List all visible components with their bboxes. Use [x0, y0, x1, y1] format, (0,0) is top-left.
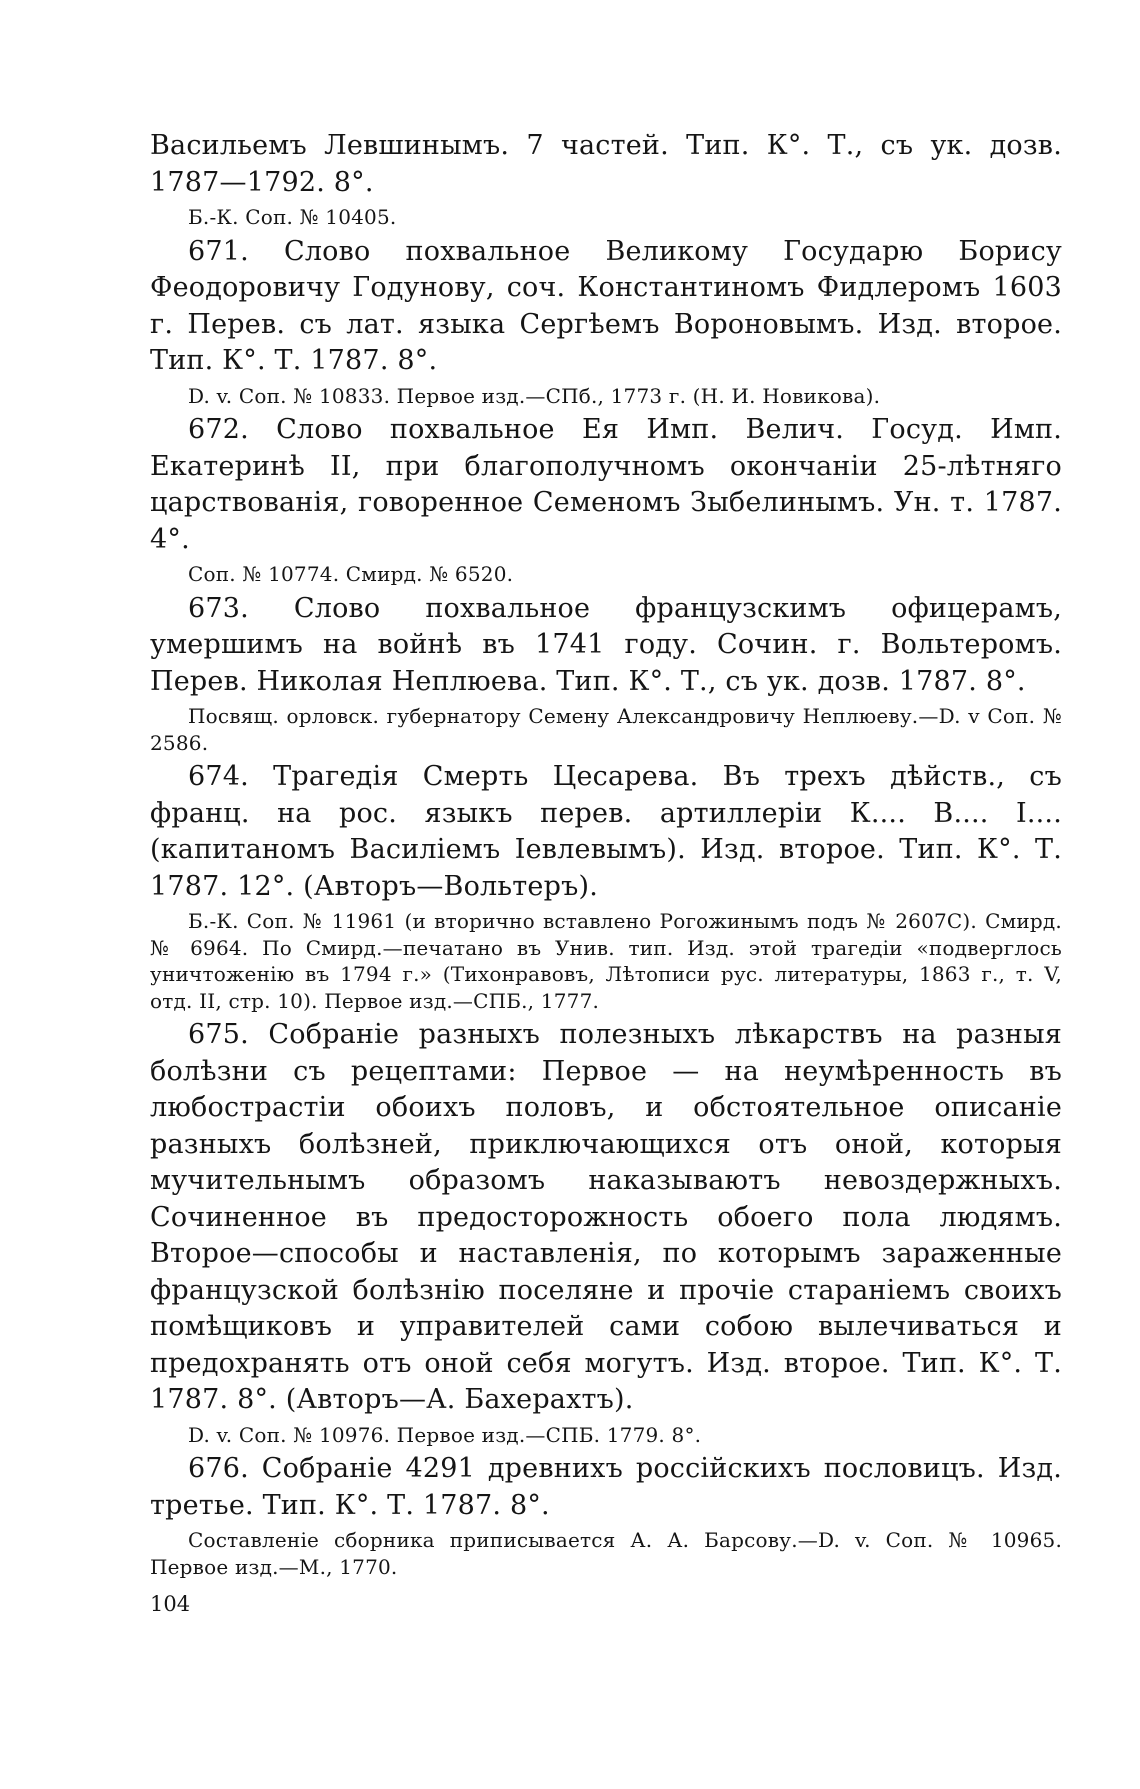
entry-675-text: 675. Собраніе разныхъ полезныхъ лѣкарствъ на разныя болѣзни съ рецептами: Первое — на неумѣренность въ любострастіи обоихъ половъ, и обстоятельное описаніе разныхъ болѣзней, приключающихся отъ оной, которыя мучительнымъ образомъ наказываютъ невоздержныхъ. Сочиненное въ предосторожность обоего пола людямъ. Второе—способы и наставленія, по которымъ зараженные французской болѣзнію поселяне и прочіе стараніемъ своихъ помѣщиковъ и управителей сами собою вылечиваться и предохранять отъ оной себя могутъ. Изд. второе. Тип. К°. Т. 1787. 8°. (Авторъ—А. Бахерахтъ). [150, 1019, 1062, 1415]
entry-672-text: 672. Слово похвальное Ея Имп. Велич. Госуд. Имп. Екатеринѣ II, при благополучномъ окончаніи 25-лѣтняго царствованія, говоренное Семеномъ Зыбелинымъ. Ун. т. 1787. 4°. [150, 414, 1062, 555]
entry-674-note: Б.-К. Соп. № 11961 (и вторично вставлено Рогожинымъ подъ № 2607С). Смирд. № 6964. По Смирд.—печатано въ Унив. тип. Изд. этой трагедіи «подверглось уничтоженію въ 1794 г.» (Тихонравовъ, Лѣтописи рус. литературы, 1863 г., т. V, отд. II, стр. 10). Первое изд.—СПБ., 1777. [150, 909, 1062, 1013]
entry-671-note: D. v. Соп. № 10833. Первое изд.—СПб., 1773 г. (Н. И. Новикова). [188, 383, 881, 408]
entry-676-note: Составленіе сборника приписывается А. А. Барсову.—D. v. Соп. № 10965. Первое изд.—М., 1770. [150, 1528, 1062, 1579]
continuation-note: Б.-К. Соп. № 10405. [188, 205, 397, 229]
entry-676-text: 676. Собраніе 4291 древнихъ россійскихъ пословицъ. Изд. третье. Тип. К°. Т. 1787. 8°. [150, 1453, 1062, 1521]
continuation-text: Васильемъ Левшинымъ. 7 частей. Тип. К°. Т., съ ук. дозв. 1787—1792. 8°. [150, 130, 1062, 198]
page-body [150, 128, 1062, 1583]
entry-672-note: Соп. № 10774. Смирд. № 6520. [188, 562, 514, 586]
entry-675-note: D. v. Соп. № 10976. Первое изд.—СПБ. 1779. 8°. [188, 1422, 702, 1447]
entry-674-text: 674. Трагедія Смерть Цесарева. Въ трехъ дѣйств., съ франц. на рос. языкъ перев. артиллеріи К.... В.... І.... (капитаномъ Василіемъ Іевлевымъ). Изд. второе. Тип. К°. Т. 1787. 12°. (Авторъ—Вольтеръ). [150, 761, 1062, 902]
entry-671-text: 671. Слово похвальное Великому Государю Борису Феодоровичу Годунову, соч. Константиномъ Фидлеромъ 1603 г. Перев. съ лат. языка Сергѣемъ Вороновымъ. Изд. второе. Тип. К°. Т. 1787. 8°. [150, 235, 1062, 376]
page-number: 104 [150, 1592, 191, 1616]
entry-673-text: 673. Слово похвальное французскимъ офицерамъ, умершимъ на войнѣ въ 1741 году. Сочин. г. Вольтеромъ. Перев. Николая Неплюева. Тип. К°. Т., съ ук. дозв. 1787. 8°. [150, 592, 1062, 697]
entry-673-note: Посвящ. орловск. губернатору Семену Александровичу Неплюеву.—D. v Соп. № 2586. [150, 704, 1062, 755]
